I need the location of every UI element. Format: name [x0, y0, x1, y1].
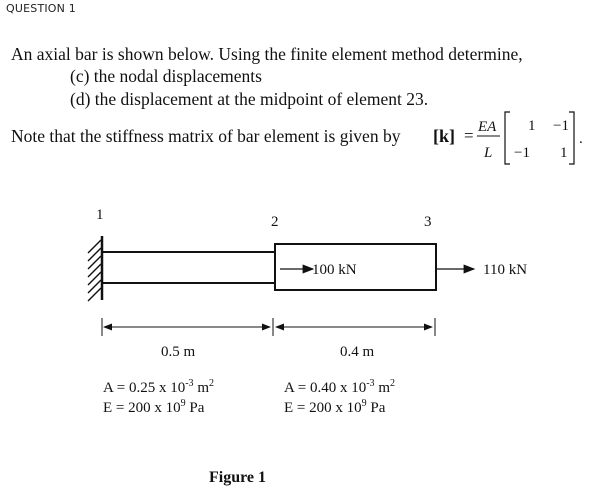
element-2-modulus: E = 200 x $10^9$ Pa [284, 398, 386, 416]
node-label-2: 2 [271, 214, 279, 230]
element-1-modulus: E = 200 x $10^9$ Pa [103, 398, 205, 416]
equation-period: . [579, 131, 583, 147]
matrix-entry-22: 1 [560, 145, 568, 161]
load-label-node-2: 100 kN [312, 262, 357, 278]
node-label-1: 1 [96, 207, 104, 223]
load-label-node-3: 110 kN [483, 262, 528, 278]
equals-sign: = [464, 126, 474, 145]
question-intro: An axial bar is shown below. Using the finite element method determine, [11, 44, 523, 64]
fixed-support [88, 236, 102, 301]
fraction-numerator: EA [478, 119, 497, 135]
matrix-entry-11: 1 [528, 118, 536, 134]
question-part-c: (c) the nodal displacements [70, 66, 262, 86]
question-part-d: (d) the displacement at the midpoint of element 23. [70, 89, 429, 109]
bar-element-1 [102, 252, 275, 283]
length-label-element-2: 0.4 m [340, 344, 375, 360]
node-label-3: 3 [424, 214, 432, 230]
element-2-area: A = 0.40 x $10^{-3}$ $m^2$ [284, 378, 395, 396]
question-header: QUESTION 1 [6, 2, 76, 15]
matrix-entry-21: −1 [514, 145, 530, 161]
element-1-area: A = 0.25 x $10^{-3}$ $m^2$ [103, 378, 214, 396]
length-label-element-1: 0.5 m [161, 344, 196, 360]
matrix-entry-12: −1 [553, 118, 569, 134]
stiffness-note: Note that the stiffness matrix of bar element is given by [11, 126, 401, 146]
fraction-denominator: L [484, 145, 493, 161]
figure-caption: Figure 1 [209, 469, 267, 486]
k-symbol: [k] [433, 126, 455, 146]
